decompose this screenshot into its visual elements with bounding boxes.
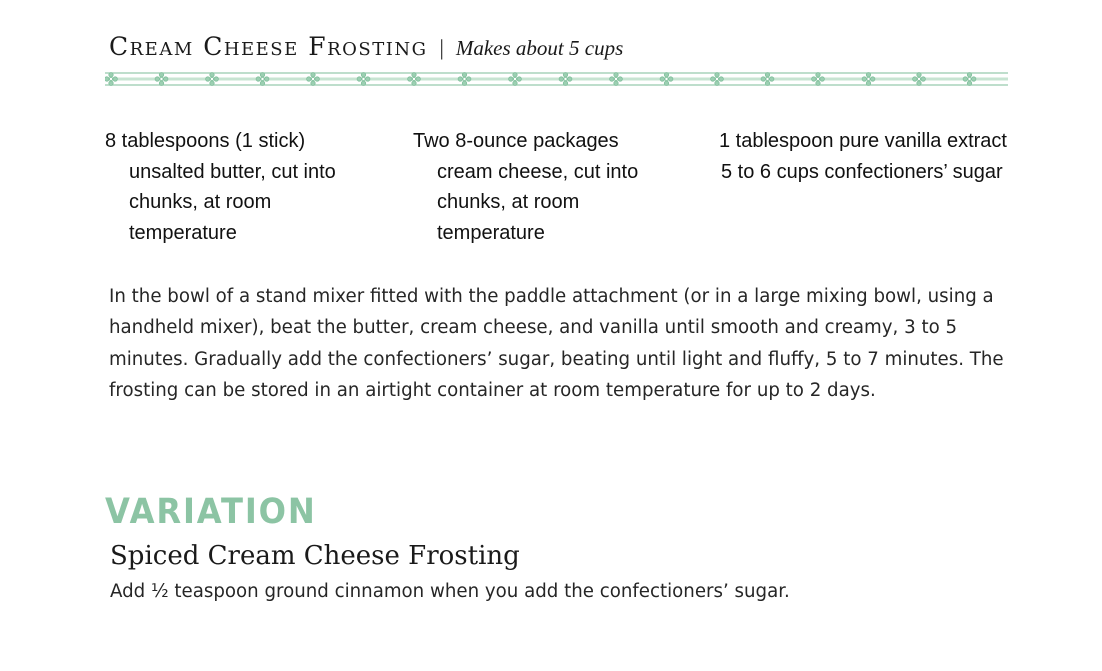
ingredient-item: Two 8-ounce packages cream cheese, cut into chunks, at room temperature bbox=[413, 130, 639, 244]
ingredient-item: 1 tablespoon pure vanilla extract bbox=[719, 130, 1007, 152]
title-separator: | bbox=[439, 35, 444, 60]
method-paragraph: In the bowl of a stand mixer fitted with the paddle attachment (or in a large mixing bowl, using a handheld mixer), beat the butter, cream cheese, and vanilla until smooth and creamy, 3 to 5 minutes. Gradually add the confectioners’ sugar, beating until light and fluffy, 5 to 7 minutes. The frosting can be stored in an airtight container at room temperature for up to 2 days. bbox=[109, 286, 1004, 402]
ingredients-column-1 bbox=[105, 126, 365, 248]
ingredients-column-3 bbox=[719, 126, 1019, 187]
recipe-title: Cream Cheese Frosting bbox=[109, 32, 428, 61]
floral-ornament-divider-icon bbox=[105, 69, 1008, 89]
variation-heading: VARIATION bbox=[105, 492, 317, 532]
recipe-yield: Makes about 5 cups bbox=[455, 36, 624, 60]
recipe-header bbox=[109, 32, 623, 61]
ingredient-item: 5 to 6 cups confectioners’ sugar bbox=[721, 160, 1003, 183]
ingredient-item: 8 tablespoons (1 stick) unsalted butter, cut into chunks, at room temperature bbox=[105, 130, 336, 244]
ingredients-list bbox=[0, 126, 1102, 256]
variation-text: Add ½ teaspoon ground cinnamon when you add the confectioners’ sugar. bbox=[110, 581, 790, 602]
variation-title: Spiced Cream Cheese Frosting bbox=[110, 541, 520, 571]
ingredients-column-2 bbox=[413, 126, 673, 248]
